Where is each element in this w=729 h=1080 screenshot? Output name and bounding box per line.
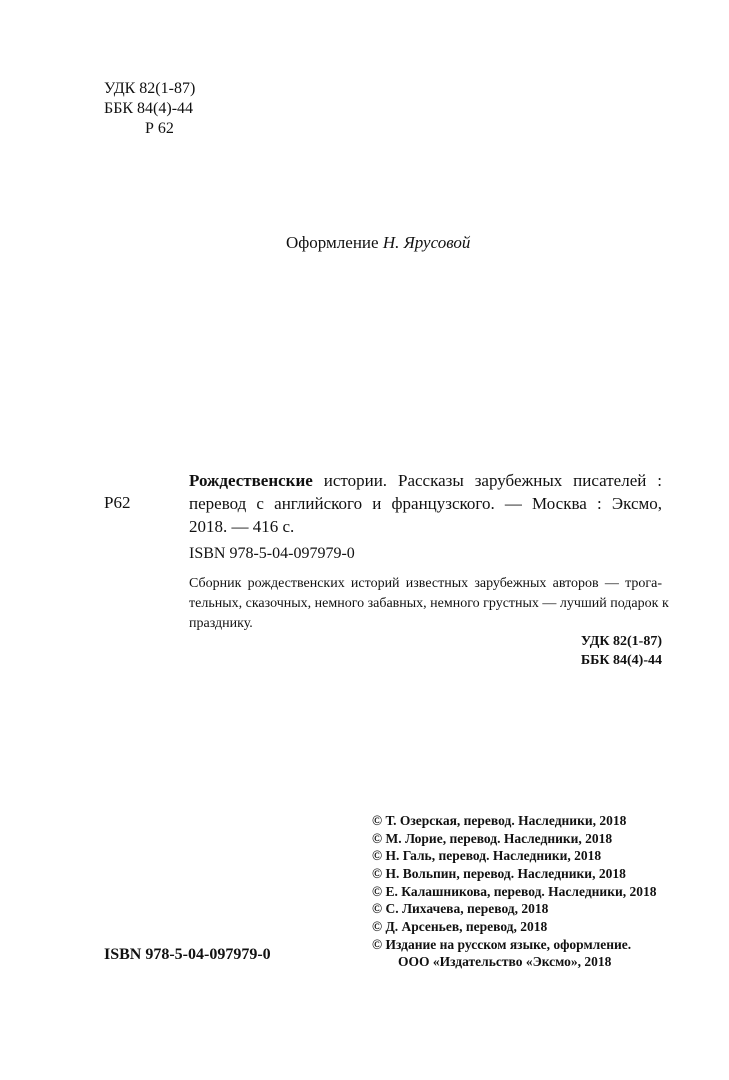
bib-line-3: 2018. — 416 с.: [189, 517, 295, 536]
design-credit: [286, 233, 470, 253]
isbn-record: ISBN 978-5-04-097979-0: [189, 545, 355, 562]
bib-title-line: [189, 470, 662, 492]
copyright-line: © Издание на русском языке, оформление.: [372, 937, 632, 952]
bib-title-bold: Рождественские: [189, 471, 313, 490]
bbk-code-record: ББК 84(4)-44: [580, 653, 662, 668]
annotation-line: Сборник рождественских историй известных зарубежных авторов — трога-: [189, 576, 662, 591]
bbk-code-top: ББК 84(4)-44: [104, 100, 194, 117]
copyright-line: © Т. Озерская, перевод. Наследники, 2018: [372, 813, 627, 828]
author-code-top: Р 62: [145, 120, 174, 137]
author-mark: Р62: [104, 493, 131, 512]
copyright-line: © Н. Галь, перевод. Наследники, 2018: [372, 848, 602, 863]
udk-code-record: УДК 82(1-87): [580, 634, 662, 649]
designer-name: Н. Ярусовой: [382, 233, 471, 252]
annotation-line: празднику.: [189, 616, 253, 631]
copyright-line: © С. Лихачева, перевод, 2018: [372, 901, 549, 916]
copyright-publisher-line: ООО «Издательство «Эксмо», 2018: [398, 954, 612, 969]
annotation-line: тельных, сказочных, немного забавных, немного грустных — лучший подарок к: [189, 596, 669, 611]
copyright-line: © Н. Вольпин, перевод. Наследники, 2018: [372, 866, 626, 881]
copyright-line: © Е. Калашникова, перевод. Наследники, 2018: [372, 884, 657, 899]
udk-code-top: УДК 82(1-87): [104, 80, 196, 97]
bib-line-2: перевод с английского и французского. — Москва : Эксмо,: [189, 494, 662, 513]
copyright-line: © М. Лорие, перевод. Наследники, 2018: [372, 831, 613, 846]
copyright-line: © Д. Арсеньев, перевод, 2018: [372, 919, 548, 934]
bib-title-rest: истории. Рассказы зарубежных писателей :: [312, 471, 662, 490]
design-credit-prefix: Оформление: [286, 233, 383, 252]
isbn-bottom: ISBN 978-5-04-097979-0: [104, 946, 271, 963]
